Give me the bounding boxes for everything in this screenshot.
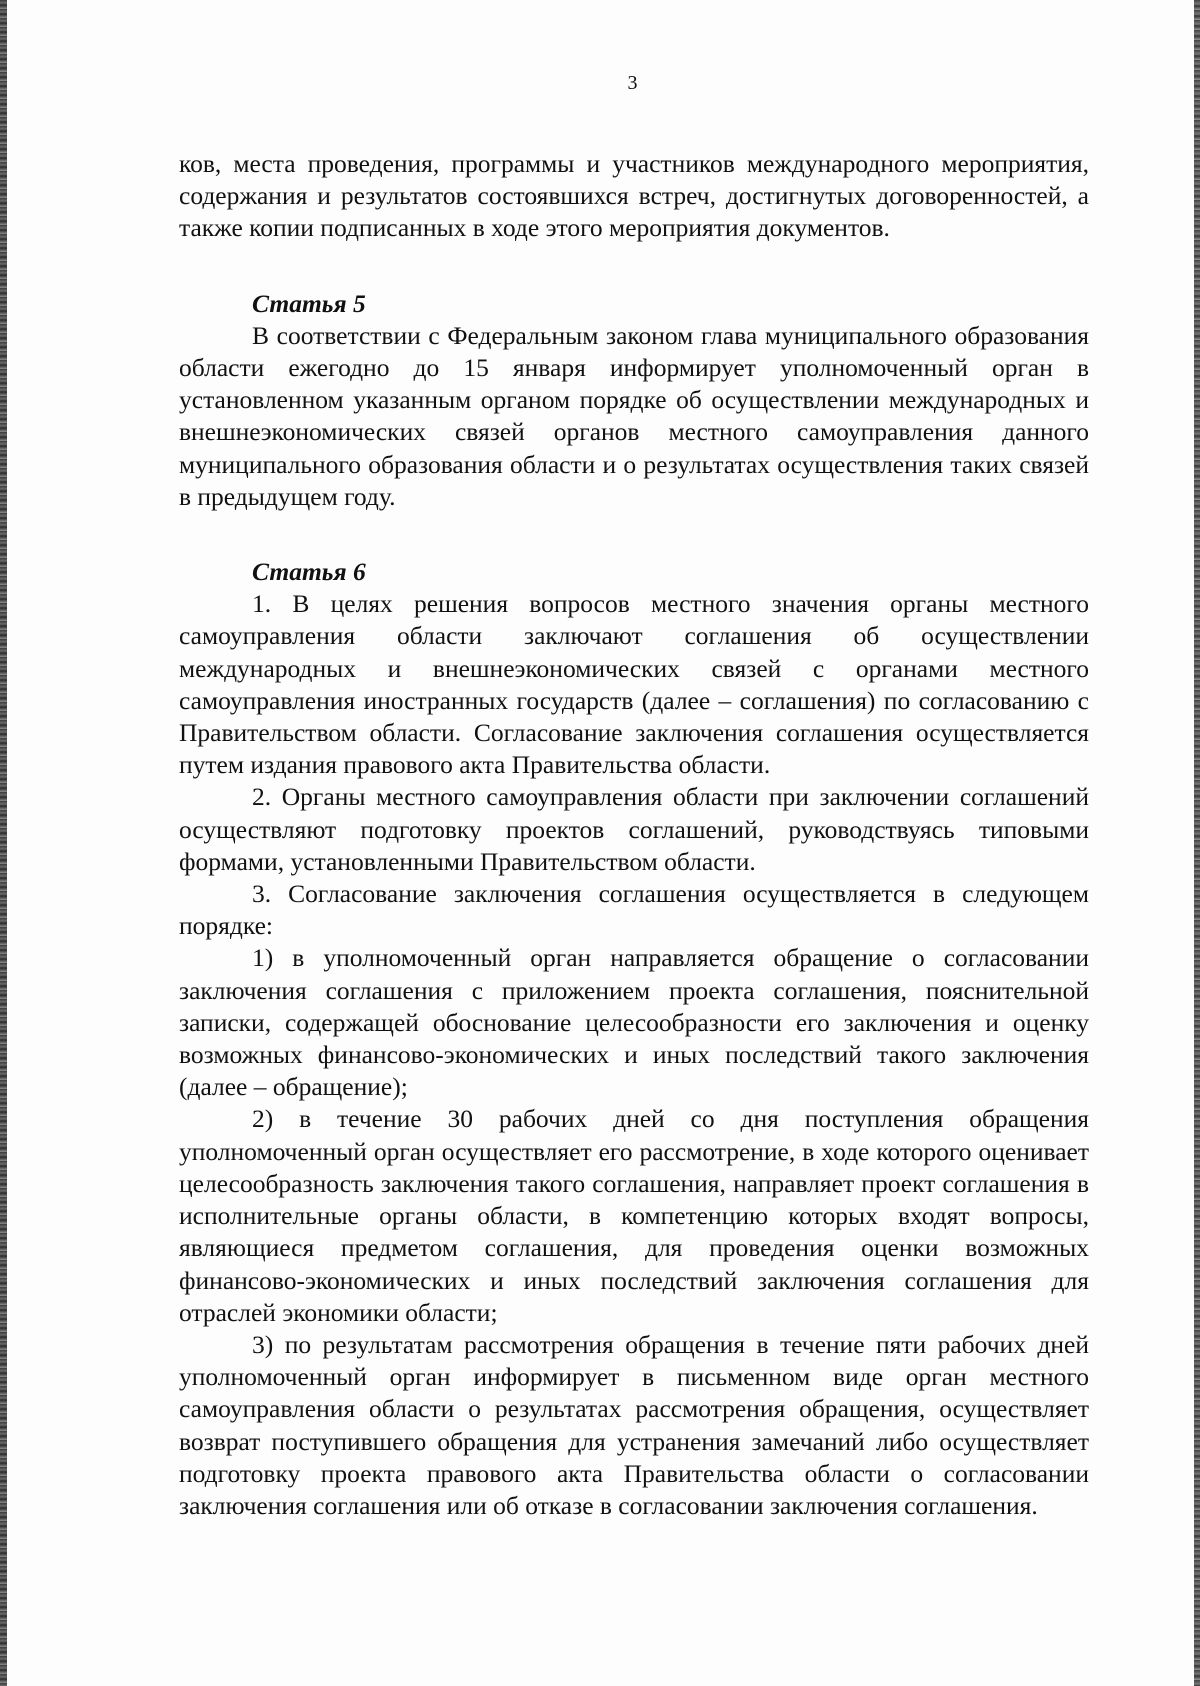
article-5-heading: Статья 5 [252, 288, 366, 318]
article-6-paragraph-3: 3. Согласование заключения соглашения осуществляется в следующем порядке: [179, 879, 1089, 941]
article-6-subitem-3: 3) по результатам рассмотрения обращения в течение пяти рабочих дней уполномоченный орган информирует в письменном виде орган местного самоуправления области о результатах рассмотрения обращения, осуществляет возврат поступившего обращения для устранения замечаний либо осуществляет подготовку проекта правового акта Правительства области о согласовании заключения соглашения или об отказе в согласовании заключения соглашения. [179, 1329, 1089, 1520]
scan-edge-right [1194, 0, 1200, 1686]
article-6-paragraph-1: 1. В целях решения вопросов местного значения органы местного самоуправления области заключают соглашения об осуществлении международных и внешнеэкономических связей с органами местного самоуправления иностранных государств (далее – соглашения) по согласованию с Правительством области. Согласование заключения соглашения осуществляется путем издания правового акта Правительства области. [179, 589, 1089, 780]
page-number: 3 [627, 72, 638, 94]
article-6-paragraph-2: 2. Органы местного самоуправления области при заключении соглашений осуществляют подготовку проектов соглашений, руководствуясь типовыми формами, установленными Правительством области. [179, 782, 1089, 876]
article-6-subitem-1: 1) в уполномоченный орган направляется обращение о согласовании заключения соглашения с приложением проекта соглашения, пояснительной записки, содержащей обоснование целесообразности его заключения и оценку возможных финансово-экономических и иных последствий такого заключения (далее – обращение); [179, 943, 1089, 1102]
article-6-heading: Статья 6 [252, 557, 366, 587]
document-body [179, 0, 1089, 1522]
scan-edge-left [0, 0, 7, 1686]
article-5-text: В соответствии с Федеральным законом глава муниципального образования области ежегодно до 15 января информирует уполномоченный орган в установленном указанным органом порядке об осуществлении международных и внешнеэкономических связей органов местного самоуправления данного муниципального образования области и о результатах осуществления таких связей в предыдущем году. [179, 320, 1089, 511]
intro-paragraph: ков, места проведения, программы и участников международного мероприятия, содержания и результатов состоявшихся встреч, достигнутых договоренностей, а также копии подписанных в ходе этого мероприятия документов. [179, 149, 1089, 243]
article-6-subitem-2: 2) в течение 30 рабочих дней со дня поступления обращения уполномоченный орган осуществляет его рассмотрение, в ходе которого оценивает целесообразность заключения такого соглашения, направляет проект соглашения в исполнительные органы области, в компетенцию которых входят вопросы, являющиеся предметом соглашения, для проведения оценки возможных финансово-экономических и иных последствий заключения соглашения для отраслей экономики области; [179, 1104, 1089, 1327]
